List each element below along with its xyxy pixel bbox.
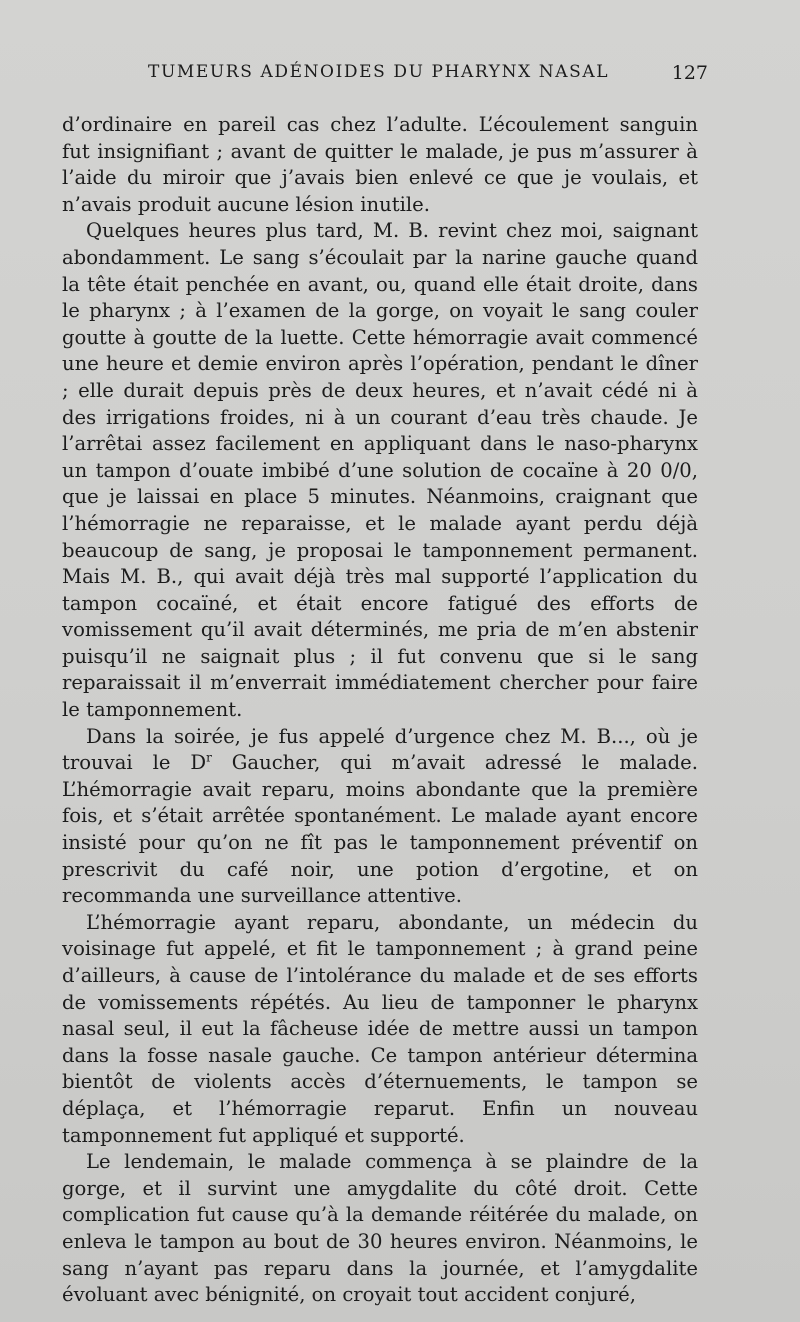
paragraph-5: Le lendemain, le malade commença à se plaindre de la gorge, et il survint une amygdalite du côté droit. Cette complication fut cause qu’à la demande réitérée du malade, on enleva le tampon au bout de 30 heures environ. Néanmoins, le sang n’ayant pas reparu dans la journée, et l’amygdalite évoluant avec bénignité, on croyait tout accident conjuré, bbox=[62, 1150, 698, 1307]
paragraph-2: Quelques heures plus tard, M. B. revint chez moi, saignant abondamment. Le sang s’écoulait par la narine gauche quand la tête était penchée en avant, ou, quand elle était droite, dans le pharynx ; à l’examen de la gorge, on voyait le sang couler goutte à goutte de la luette. Cette hémorragie avait commencé une heure et demie environ après l’opération, pendant le dîner ; elle durait depuis près de deux heures, et n’avait cédé ni à des irrigations froides, ni à un courant d’eau très chaude. Je l’arrêtai assez facilement en appliquant dans le naso-pharynx un tampon d’ouate imbibé d’une solution de cocaïne à 20 0/0, que je laissai en place 5 minutes. Néanmoins, craignant que l’hémorragie ne reparaisse, et le malade ayant perdu déjà beaucoup de sang, je proposai le tamponnement permanent. Mais M. B., qui avait déjà très mal supporté l’application du tampon cocaïné, et était encore fatigué des efforts de vomissement qu’il avait déterminés, me pria de m’en abstenir puisqu’il ne saignait plus ; il fut convenu que si le sang reparaissait il m’enverrait immédiatement chercher pour faire le tamponnement. bbox=[62, 219, 698, 722]
paragraph-3 bbox=[62, 724, 698, 910]
paragraph-4: L’hémorragie ayant reparu, abondante, un médecin du voisinage fut appelé, et fit le tamponnement ; à grand peine d’ailleurs, à cause de l’intolérance du malade et de ses efforts de vomissements répétés. Au lieu de tamponner le pharynx nasal seul, il eut la fâcheuse idée de mettre aussi un tampon dans la fosse nasale gauche. Ce tampon antérieur détermina bientôt de violents accès d’éternuements, le tampon se déplaça, et l’hémorragie reparut. Enfin un nouveau tamponnement fut appliqué et supporté. bbox=[62, 910, 698, 1147]
paragraph-1: d’ordinaire en pareil cas chez l’adulte. L’écoulement sanguin fut insignifiant ; avant de quitter le malade, je pus m’assurer à l’aide du miroir que j’avais bien enlevé ce que je voulais, et n’avais produit aucune lésion inutile. bbox=[62, 113, 698, 216]
running-title: TUMEURS ADÉNOIDES DU PHARYNX NASAL bbox=[148, 62, 610, 82]
paragraph-3-text-end: Gaucher, qui m’avait adressé le malade. L’hémorragie avait reparu, moins abondante que la première fois, et s’était arrêtée spontanément. Le malade ayant encore insisté pour qu’on ne fît pas le tamponnement préventif on prescrivit du café noir, une potion d’ergotine, et on recommanda une surveillance attentive. bbox=[62, 751, 699, 908]
doctor-abbrev-superscript: r bbox=[206, 750, 212, 765]
running-head bbox=[148, 62, 708, 90]
page-number: 127 bbox=[671, 62, 708, 84]
body-text bbox=[62, 112, 698, 1309]
paragraph-3-text-start: Dans la soirée, je fus appelé d’urgence chez M. B..., où je trouvai le D bbox=[62, 724, 698, 775]
